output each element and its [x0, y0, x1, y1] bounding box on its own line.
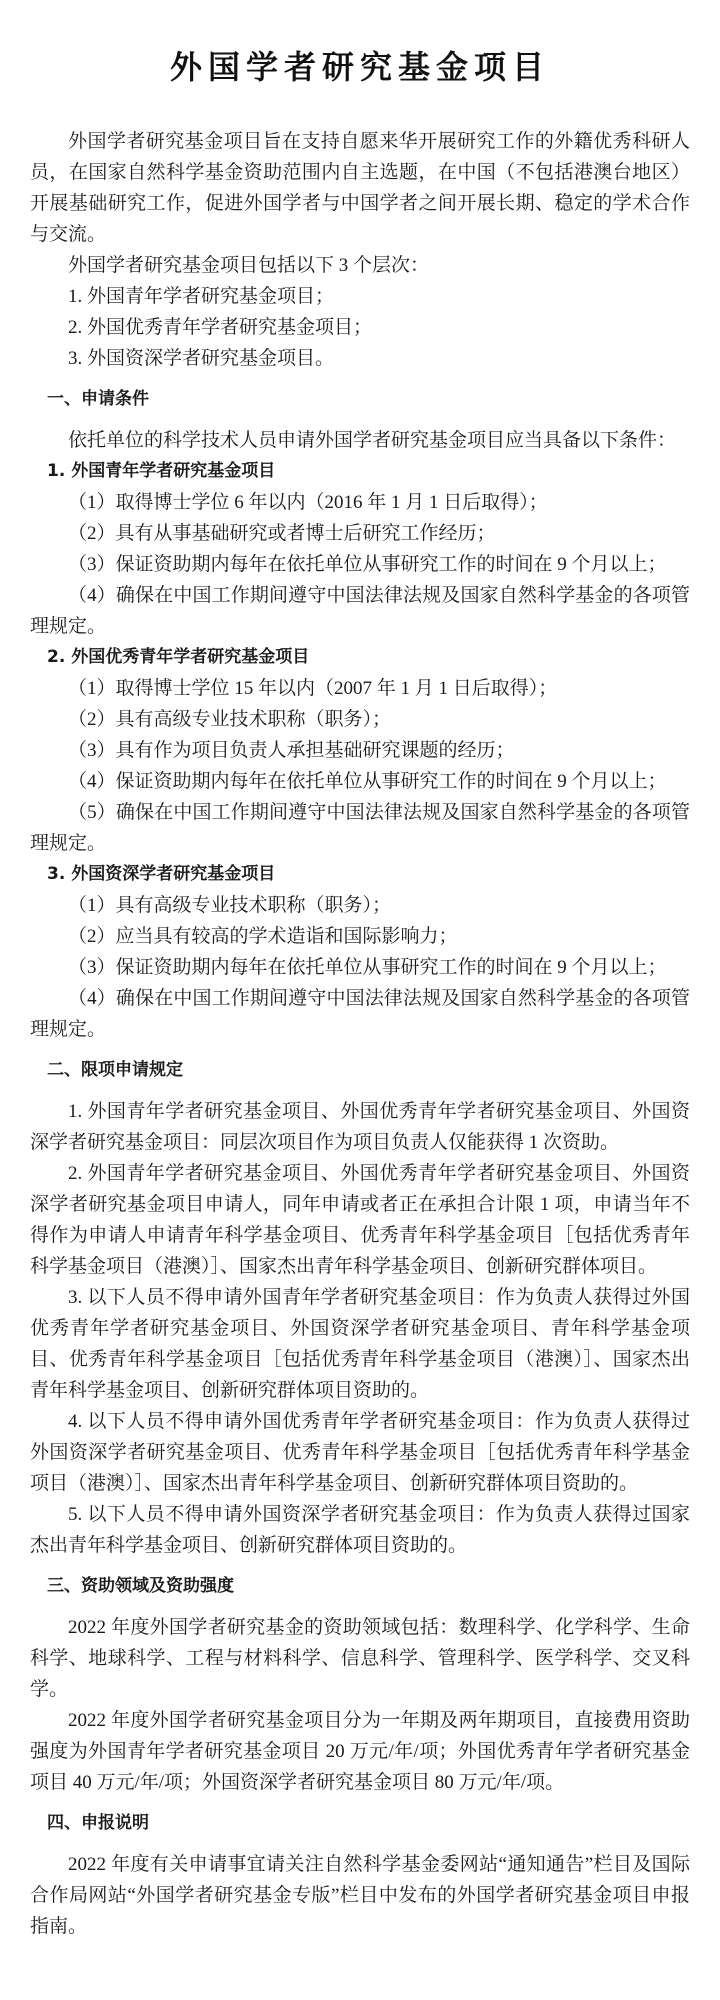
condition-item: （3）保证资助期内每年在依托单位从事研究工作的时间在 9 个月以上； — [68, 554, 667, 575]
application-paragraph: 2022 年度有关申请事宜请关注自然科学基金委网站“通知通告”栏目及国际合作局网站“外国学者研究基金专版”栏目中发布的外国学者研究基金项目申报指南。 — [30, 1854, 690, 1937]
limit-item: 5. 以下人员不得申请外国资深学者研究基金项目：作为负责人获得过国家杰出青年科学基金项目、创新研究群体项目资助的。 — [30, 1504, 690, 1556]
condition-group-title: 1. 外国青年学者研究基金项目 — [47, 461, 276, 481]
condition-item: （2）应当具有较高的学术造诣和国际影响力； — [68, 926, 458, 947]
section-heading-limits: 二、限项申请规定 — [47, 1060, 183, 1080]
condition-item: （2）具有高级专业技术职称（职务）； — [68, 709, 392, 730]
level-item: 3. 外国资深学者研究基金项目。 — [68, 348, 335, 369]
intro-paragraph: 外国学者研究基金项目旨在支持自愿来华开展研究工作的外籍优秀科研人员，在国家自然科学基金资助范围内自主选题，在中国（不包括港澳台地区）开展基础研究工作，促进外国学者与中国学者之间开展长期、稳定的学术合作与交流。 — [30, 131, 690, 245]
section-heading-conditions: 一、申请条件 — [47, 389, 149, 409]
limit-item: 1. 外国青年学者研究基金项目、外国优秀青年学者研究基金项目、外国资深学者研究基金项目：同层次项目作为项目负责人仅能获得 1 次资助。 — [30, 1101, 690, 1153]
limit-item: 4. 以下人员不得申请外国优秀青年学者研究基金项目：作为负责人获得过外国资深学者研究基金项目、优秀青年科学基金项目［包括优秀青年科学基金项目（港澳）］、国家杰出青年科学基金项目、创新研究群体项目资助的。 — [30, 1411, 690, 1494]
section-heading-application: 四、申报说明 — [47, 1813, 149, 1833]
condition-item: （3）具有作为项目负责人承担基础研究课题的经历； — [68, 740, 515, 761]
section-heading-funding: 三、资助领域及资助强度 — [47, 1576, 234, 1596]
level-item: 1. 外国青年学者研究基金项目； — [68, 286, 335, 307]
condition-item: （5）确保在中国工作期间遵守中国法律法规及国家自然科学基金的各项管理规定。 — [30, 802, 690, 854]
limit-item: 3. 以下人员不得申请外国青年学者研究基金项目：作为负责人获得过外国优秀青年学者研究基金项目、外国资深学者研究基金项目、青年科学基金项目、优秀青年科学基金项目［包括优秀青年科学基金项目（港澳）］、国家杰出青年科学基金项目、创新研究群体项目资助的。 — [30, 1287, 690, 1401]
funding-paragraph: 2022 年度外国学者研究基金的资助领域包括：数理科学、化学科学、生命科学、地球科学、工程与材料科学、信息科学、管理科学、医学科学、交叉科学。 — [30, 1617, 690, 1700]
level-item: 2. 外国优秀青年学者研究基金项目； — [68, 317, 373, 338]
condition-item: （1）取得博士学位 15 年以内（2007 年 1 月 1 日后取得）； — [68, 678, 558, 699]
condition-item: （1）具有高级专业技术职称（职务）； — [68, 895, 392, 916]
condition-group-title: 2. 外国优秀青年学者研究基金项目 — [47, 647, 310, 667]
intro-levels-lead: 外国学者研究基金项目包括以下 3 个层次： — [68, 255, 430, 276]
document-title: 外国学者研究基金项目 — [169, 48, 550, 86]
condition-item: （4）确保在中国工作期间遵守中国法律法规及国家自然科学基金的各项管理规定。 — [30, 585, 690, 637]
conditions-intro: 依托单位的科学技术人员申请外国学者研究基金项目应当具备以下条件： — [68, 430, 677, 451]
condition-item: （4）保证资助期内每年在依托单位从事研究工作的时间在 9 个月以上； — [68, 771, 667, 792]
condition-group-title: 3. 外国资深学者研究基金项目 — [47, 864, 276, 884]
condition-item: （3）保证资助期内每年在依托单位从事研究工作的时间在 9 个月以上； — [68, 957, 667, 978]
funding-paragraph: 2022 年度外国学者研究基金项目分为一年期及两年期项目，直接费用资助强度为外国青年学者研究基金项目 20 万元/年/项；外国优秀青年学者研究基金项目 40 万元/年/项；外国资深学者研究基金项目 80 万元/年/项。 — [30, 1710, 690, 1793]
condition-item: （4）确保在中国工作期间遵守中国法律法规及国家自然科学基金的各项管理规定。 — [30, 988, 690, 1040]
condition-item: （1）取得博士学位 6 年以内（2016 年 1 月 1 日后取得）； — [68, 492, 548, 513]
limit-item: 2. 外国青年学者研究基金项目、外国优秀青年学者研究基金项目、外国资深学者研究基金项目申请人，同年申请或者正在承担合计限 1 项，申请当年不得作为申请人申请青年科学基金项目、优秀青年科学基金项目［包括优秀青年科学基金项目（港澳）］、国家杰出青年科学基金项目、创新研究群体项目。 — [30, 1163, 690, 1277]
condition-item: （2）具有从事基础研究或者博士后研究工作经历； — [68, 523, 496, 544]
